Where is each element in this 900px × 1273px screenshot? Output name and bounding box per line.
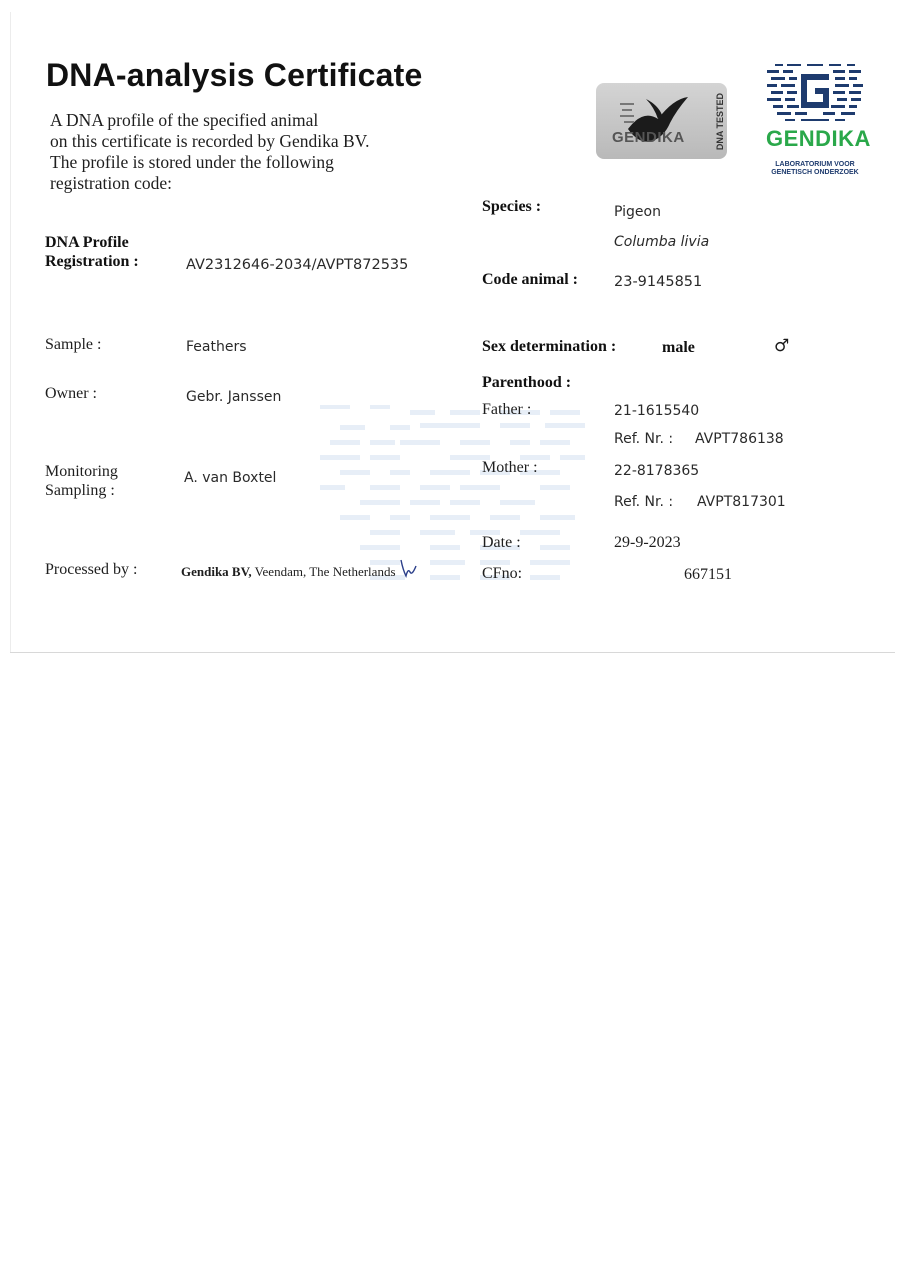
- processed-label: Processed by :: [45, 561, 138, 578]
- parenthood-label: Parenthood :: [482, 374, 572, 391]
- intro-line: The profile is stored under the following: [50, 152, 334, 172]
- signature-mark-icon: [398, 558, 420, 580]
- registration-label-line: Registration :: [45, 253, 139, 270]
- monitoring-label-line: Monitoring: [45, 463, 118, 480]
- brand-subtitle-line: LABORATORIUM VOOR: [775, 161, 855, 168]
- species-value: Pigeon: [614, 204, 661, 220]
- monitoring-value: A. van Boxtel: [184, 470, 277, 486]
- father-value: 21-1615540: [614, 403, 700, 419]
- owner-label: Owner :: [45, 385, 97, 402]
- brand-name: GENDIKA: [766, 126, 871, 151]
- mother-value: 22-8178365: [614, 463, 700, 479]
- registration-label-line: DNA Profile: [45, 234, 129, 251]
- registration-value: AV2312646-2034/AVPT872535: [186, 257, 409, 273]
- intro-line: on this certificate is recorded by Gendika BV.: [50, 131, 370, 151]
- monitoring-label-line: Sampling :: [45, 482, 115, 499]
- male-symbol-icon: ♂: [774, 336, 790, 356]
- owner-value: Gebr. Janssen: [186, 389, 282, 405]
- processed-company: Gendika BV,: [181, 564, 252, 579]
- species-latin: Columba livia: [614, 234, 710, 250]
- cfno-value: 667151: [684, 566, 732, 583]
- registration-label: [45, 233, 139, 271]
- sample-label: Sample :: [45, 336, 102, 353]
- sample-value: Feathers: [186, 339, 247, 355]
- father-label: Father :: [482, 401, 532, 418]
- code-animal-value: 23-9145851: [614, 274, 703, 290]
- gendika-logo-icon: [765, 62, 865, 124]
- sex-value: male: [662, 339, 695, 356]
- monitoring-label: [45, 462, 118, 500]
- mother-ref-label: Ref. Nr. :: [614, 494, 674, 510]
- processed-place: Veendam, The Netherlands: [251, 564, 396, 579]
- badge-side-text: DNA TESTED: [715, 93, 725, 151]
- father-ref-label: Ref. Nr. :: [614, 431, 674, 447]
- sheet-left-edge: [10, 12, 11, 652]
- processed-value: [181, 564, 396, 580]
- cfno-label: CFno:: [482, 565, 523, 582]
- sex-label: Sex determination :: [482, 338, 617, 355]
- species-label: Species :: [482, 198, 542, 215]
- father-ref-value: AVPT786138: [695, 431, 784, 447]
- intro-line: registration code:: [50, 173, 172, 193]
- mother-label: Mother :: [482, 459, 538, 476]
- mother-ref-value: AVPT817301: [697, 494, 786, 510]
- brand-subtitle-line: GENETISCH ONDERZOEK: [771, 169, 859, 176]
- certificate-title: DNA-analysis Certificate: [46, 57, 423, 93]
- date-label: Date :: [482, 534, 521, 551]
- badge-text: GENDIKA: [612, 129, 685, 146]
- intro-text: [50, 110, 369, 194]
- sheet-bottom-edge: [10, 652, 895, 653]
- intro-line: A DNA profile of the specified animal: [50, 110, 319, 130]
- code-animal-label: Code animal :: [482, 271, 578, 288]
- dna-tested-badge: [596, 83, 727, 159]
- date-value: 29-9-2023: [614, 534, 681, 551]
- brand-subtitle: [765, 161, 865, 177]
